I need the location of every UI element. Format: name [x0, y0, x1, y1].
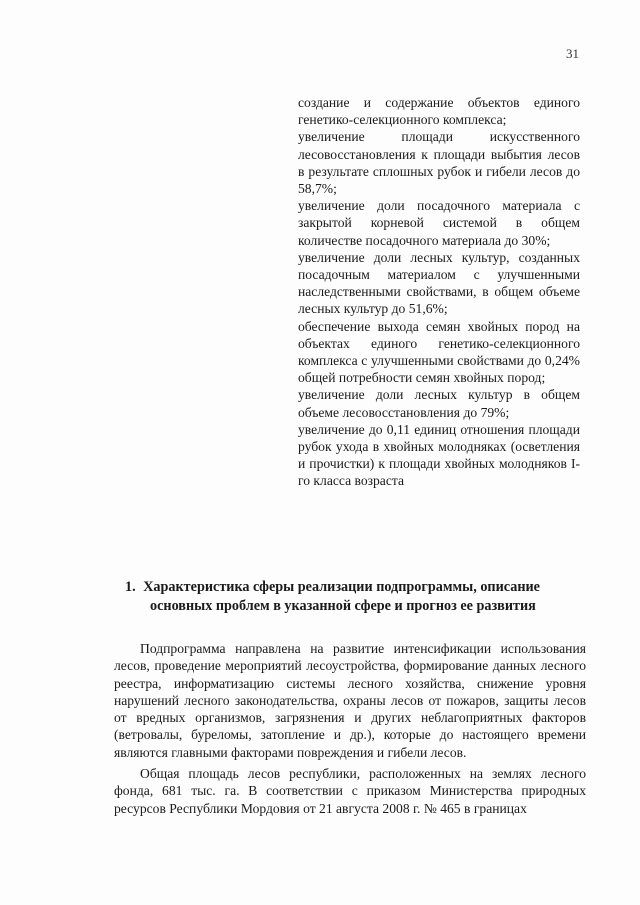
- section-heading-line2: основных проблем в указанной сфере и прогноз ее развития: [150, 598, 536, 614]
- paragraph: Общая площадь лесов республики, расположенных на землях лесного фонда, 681 тыс. га. В соответствии с приказом Министерства природных ресурсов Республики Мордовия от 21 августа 2008 г. № 465 в границах: [114, 766, 586, 816]
- indicators-list: [298, 94, 580, 490]
- section-title-part1: Характеристика сферы реализации подпрограммы, описание: [143, 579, 540, 595]
- page-number: 31: [566, 46, 579, 61]
- section-number: 1.: [125, 579, 136, 595]
- section-heading: [92, 578, 592, 616]
- section-heading-line1: [92, 578, 592, 597]
- list-item: увеличение площади искусственного лесовосстановления к площади выбытия лесов в результате сплошных рубок и гибели лесов до 58,7%;: [298, 129, 580, 197]
- list-item: увеличение доли лесных культур в общем объеме лесовосстановления до 79%;: [298, 387, 580, 420]
- list-item: увеличение до 0,11 единиц отношения площади рубок ухода в хвойных молодняках (осветления и прочистки) к площади хвойных молодняков I-го класса возраста: [298, 421, 580, 489]
- list-item: увеличение доли лесных культур, созданных посадочным материалом с улучшенными наследственными свойствами, в общем объеме лесных культур до 51,6%;: [298, 249, 580, 317]
- body-text: [114, 640, 586, 821]
- list-item: увеличение доли посадочного материала с закрытой корневой системой в общем количестве посадочного материала до 30%;: [298, 198, 580, 248]
- list-item: создание и содержание объектов единого генетико-селекционного комплекса;: [298, 95, 580, 128]
- paragraph: Подпрограмма направлена на развитие интенсификации использования лесов, проведение мероприятий лесоустройства, формирование данных лесного реестра, информатизацию системы лесного хозяйства, снижение уровня нарушений лесного законодательства, охраны лесов от пожаров, защиты лесов от вредных организмов, загрязнения и других неблагоприятных факторов (ветровалы, буреломы, затопление и др.), которые до настоящего времени являются главными факторами повреждения и гибели лесов.: [114, 641, 586, 760]
- list-item: обеспечение выхода семян хвойных пород на объектах единого генетико-селекционного комплекса с улучшенными свойствами до 0,24% общей потребности семян хвойных пород;: [298, 318, 580, 386]
